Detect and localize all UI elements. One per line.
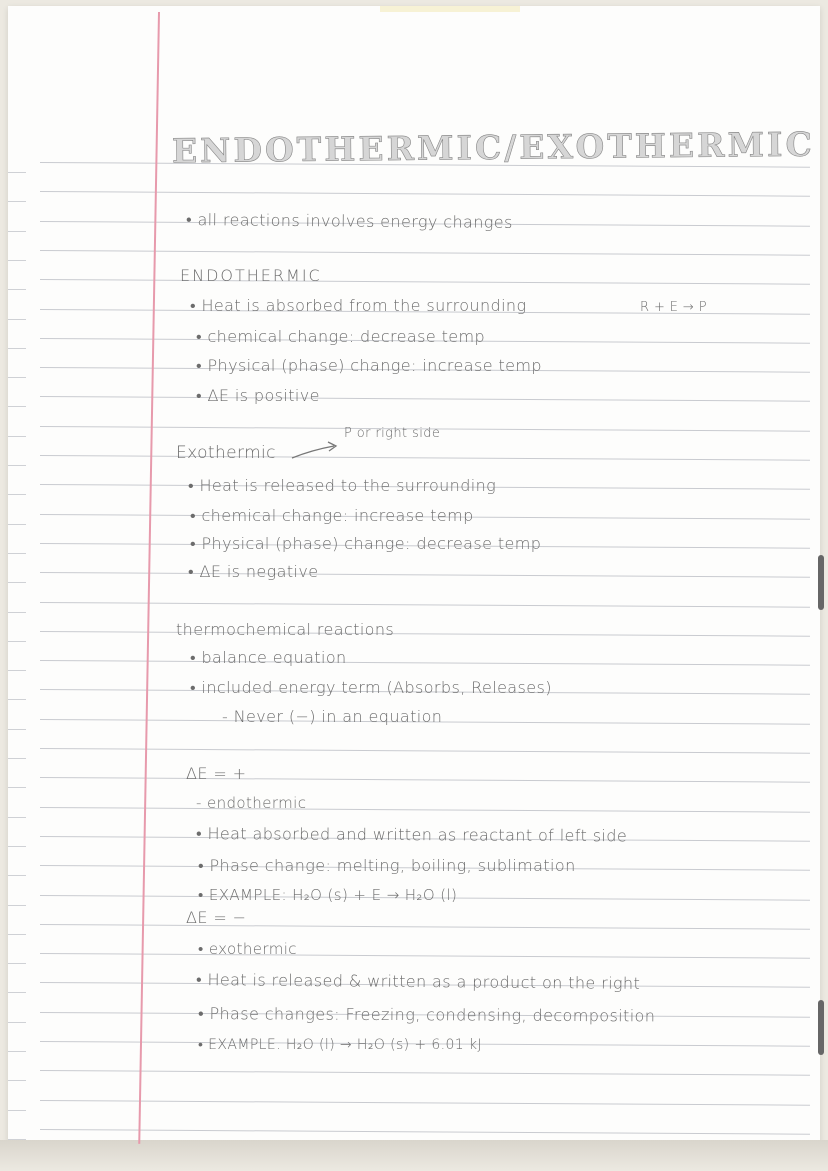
rule-tick — [8, 787, 26, 788]
intro-note: • all reactions involves energy changes — [185, 210, 513, 232]
rule-tick — [8, 494, 26, 495]
endothermic-bullet: • chemical change: decrease temp — [196, 327, 486, 346]
rule-tick — [8, 612, 26, 613]
rule-tick — [8, 289, 26, 290]
rule-tick — [8, 201, 26, 202]
rule-tick — [8, 231, 26, 232]
rule-tick — [8, 553, 26, 554]
delta-positive-bullet: • EXAMPLE: H₂O (s) + E → H₂O (l) — [198, 886, 458, 904]
arrow-icon — [290, 438, 342, 462]
endothermic-bullet: • ΔE is positive — [196, 386, 320, 405]
rule-tick — [8, 260, 26, 261]
delta-negative-bullet: • Phase changes: Freezing, condensing, decomposition — [197, 1004, 656, 1026]
rule-tick — [8, 465, 26, 466]
binder-clip-top — [818, 555, 824, 610]
exothermic-bullet: • Heat is released to the surrounding — [188, 476, 497, 495]
rule-tick — [8, 934, 26, 935]
rule-tick — [8, 406, 26, 407]
rule-tick — [8, 172, 26, 173]
rule-tick — [8, 1139, 26, 1140]
page-bottom-shadow — [0, 1140, 828, 1171]
delta-positive-bullet: • Phase change: melting, boiling, sublimation — [198, 856, 576, 875]
exothermic-bullet: • ΔE is negative — [188, 562, 319, 581]
rule-tick — [8, 1022, 26, 1023]
endothermic-bullet: • Heat is absorbed from the surrounding — [190, 296, 527, 315]
rule-tick — [8, 582, 26, 583]
rule-tick — [8, 641, 26, 642]
delta-negative-heading: ΔE = − — [186, 908, 247, 927]
rule-tick — [8, 1080, 26, 1081]
rule-tick — [8, 846, 26, 847]
page-top-tint — [380, 6, 520, 12]
thermochemical-bullet: • balance equation — [190, 648, 347, 667]
rule-tick — [8, 905, 26, 906]
endothermic-equation-note: R + E → P — [640, 300, 708, 315]
rule-tick — [8, 963, 26, 964]
exothermic-arrow-note: P or right side — [344, 426, 441, 441]
page-title: ENDOTHERMIC/EXOTHERMIC — [171, 124, 815, 171]
rule-tick — [8, 348, 26, 349]
rule-tick — [8, 817, 26, 818]
rule-tick — [8, 1051, 26, 1052]
binder-clip-bottom — [818, 1000, 824, 1055]
rule-tick — [8, 524, 26, 525]
delta-negative-bullet: • Heat is released & written as a product on the right — [195, 970, 641, 993]
delta-negative-bullet: • EXAMPLE. H₂O (l) → H₂O (s) + 6.01 kJ — [198, 1037, 483, 1053]
rule-tick — [8, 875, 26, 876]
thermochemical-heading: thermochemical reactions — [176, 620, 395, 639]
rule-tick — [8, 670, 26, 671]
delta-positive-bullet: - endothermic — [196, 794, 307, 812]
endothermic-heading: ENDOTHERMIC — [180, 266, 322, 285]
rule-tick — [8, 436, 26, 437]
rule-tick — [8, 992, 26, 993]
delta-positive-bullet: • Heat absorbed and written as reactant of left side — [195, 824, 628, 846]
rule-tick — [8, 699, 26, 700]
rule-tick — [8, 319, 26, 320]
endothermic-bullet: • Physical (phase) change: increase temp — [196, 356, 542, 375]
thermochemical-sub-bullet: - Never (−) in an equation — [222, 707, 443, 726]
rule-tick — [8, 729, 26, 730]
exothermic-heading: Exothermic — [176, 443, 276, 463]
delta-negative-bullet: • exothermic — [198, 940, 297, 958]
rule-tick — [8, 758, 26, 759]
exothermic-bullet: • Physical (phase) change: decrease temp — [190, 534, 542, 553]
rule-tick — [8, 377, 26, 378]
rule-tick — [8, 1110, 26, 1111]
thermochemical-bullet: • included energy term (Absorbs, Releases) — [190, 678, 552, 697]
exothermic-bullet: • chemical change: increase temp — [190, 506, 474, 525]
delta-positive-heading: ΔE = + — [186, 764, 247, 783]
